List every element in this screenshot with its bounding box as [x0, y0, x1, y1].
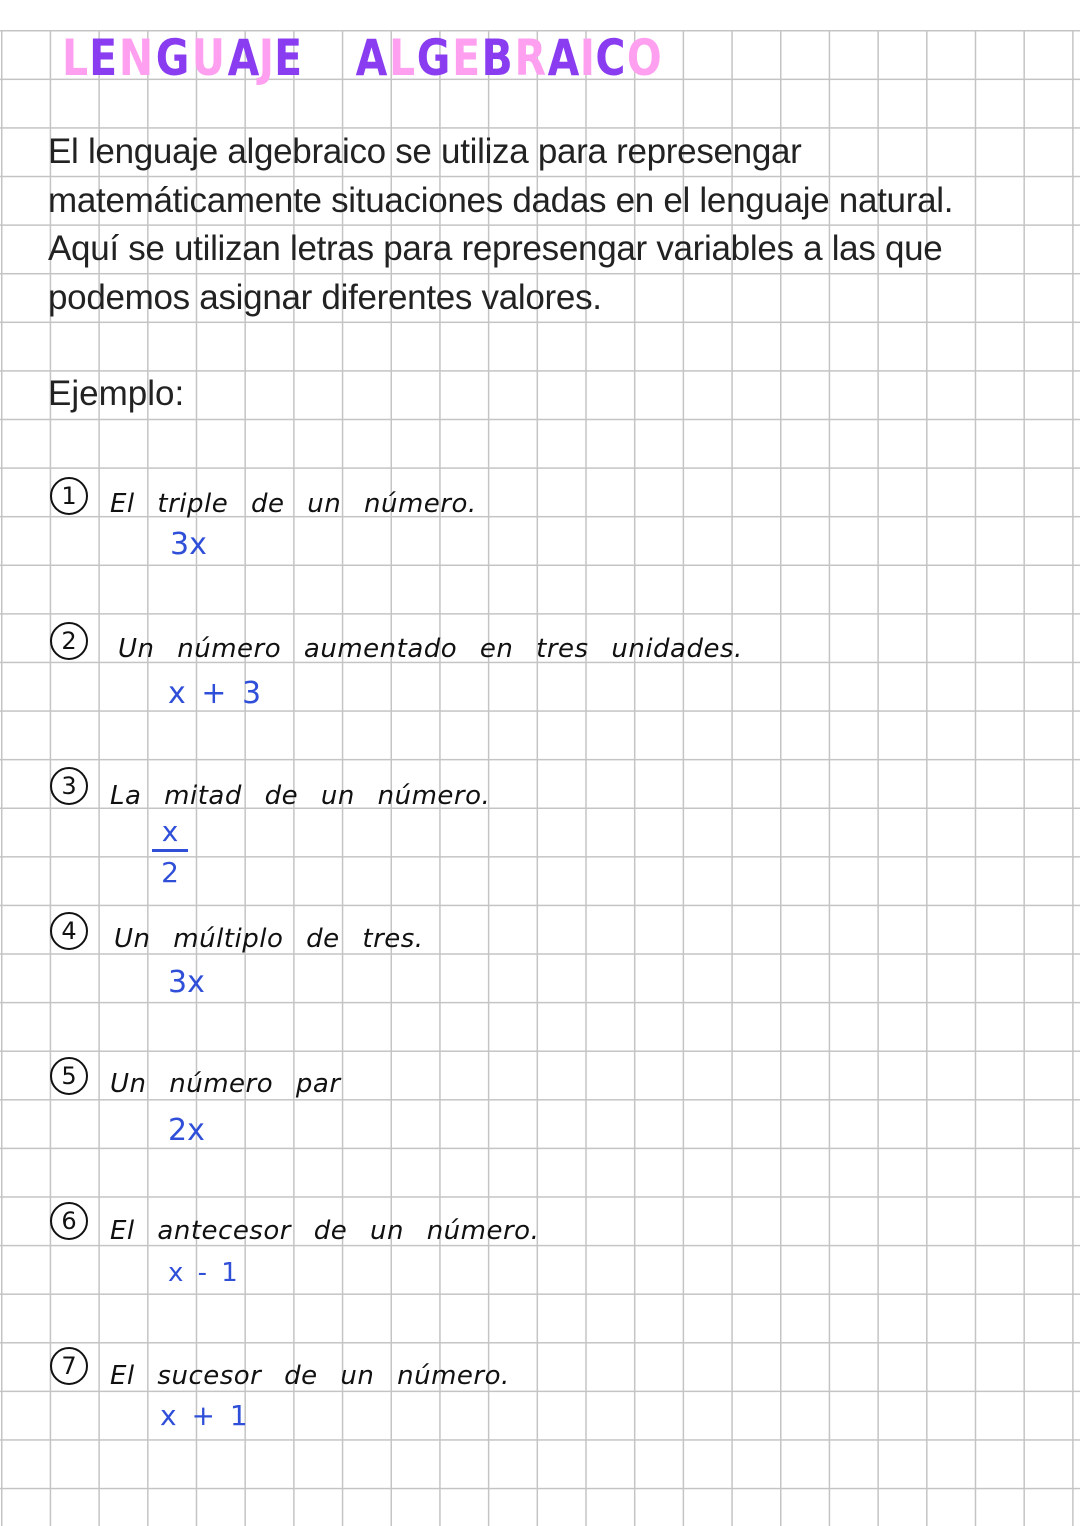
title-letter: J: [259, 28, 276, 87]
number-badge: 5: [50, 1057, 88, 1095]
title-letter: E: [451, 28, 481, 87]
example-item-3: [0, 765, 1080, 905]
title-letter: B: [481, 28, 514, 87]
example-item-4: [0, 910, 1080, 1050]
title-word-algebraico: [355, 28, 664, 87]
example-statement: Un múltiplo de tres.: [114, 924, 424, 954]
title-letter: U: [191, 28, 226, 87]
title-letter: R: [514, 28, 547, 87]
example-answer: x + 1: [160, 1399, 248, 1432]
number-badge: 3: [50, 767, 88, 805]
number-badge: 4: [50, 912, 88, 950]
example-answer: x - 1: [168, 1258, 238, 1288]
example-statement: Un número par: [110, 1069, 341, 1099]
example-answer: 3x: [170, 527, 207, 562]
fraction-denominator: 2: [161, 856, 179, 889]
number-badge: 7: [50, 1347, 88, 1385]
title-letter: E: [274, 28, 303, 87]
title-letter: A: [548, 28, 581, 87]
title-letter: G: [416, 28, 451, 87]
number-badge: 6: [50, 1202, 88, 1240]
intro-line: matemáticamente situaciones dadas en el lenguaje natural.: [48, 180, 954, 220]
intro-line: podemos asignar diferentes valores.: [48, 277, 602, 317]
example-answer: 3x: [168, 965, 205, 1000]
example-item-7: [0, 1345, 1080, 1485]
title-letter: I: [579, 28, 596, 87]
title-letter: O: [627, 28, 664, 87]
example-heading: Ejemplo:: [48, 374, 185, 413]
example-answer: x + 3: [168, 676, 262, 711]
page-title: [62, 30, 664, 85]
title-letter: G: [155, 28, 191, 87]
intro-line: El lenguaje algebraico se utiliza para represengar: [48, 132, 802, 171]
title-letter: L: [61, 28, 89, 87]
title-letter: A: [355, 28, 389, 87]
fraction-answer: [152, 817, 188, 888]
example-statement: El antecesor de un número.: [110, 1216, 540, 1246]
example-item-2: [0, 620, 1080, 760]
intro-paragraph: [48, 128, 1048, 322]
fraction-bar: [152, 849, 188, 852]
intro-line: Aquí se utilizan letras para represengar variables a las que: [48, 229, 943, 269]
number-badge: 1: [50, 477, 88, 515]
title-letter: N: [118, 28, 155, 87]
title-letter: E: [89, 28, 118, 87]
example-item-5: [0, 1055, 1080, 1195]
example-answer: 2x: [168, 1113, 205, 1148]
example-item-1: [0, 475, 1080, 615]
example-statement: El sucesor de un número.: [110, 1361, 510, 1391]
example-statement: Un número aumentado en tres unidades.: [118, 634, 743, 664]
title-word-lenguaje: [61, 28, 303, 87]
example-statement: La mitad de un número.: [110, 781, 491, 811]
example-item-6: [0, 1200, 1080, 1340]
example-statement: El triple de un número.: [110, 489, 477, 519]
title-letter: C: [595, 28, 627, 87]
fraction-numerator: x: [161, 815, 179, 848]
number-badge: 2: [50, 622, 88, 660]
title-letter: L: [388, 28, 416, 87]
title-letter: A: [227, 28, 260, 87]
